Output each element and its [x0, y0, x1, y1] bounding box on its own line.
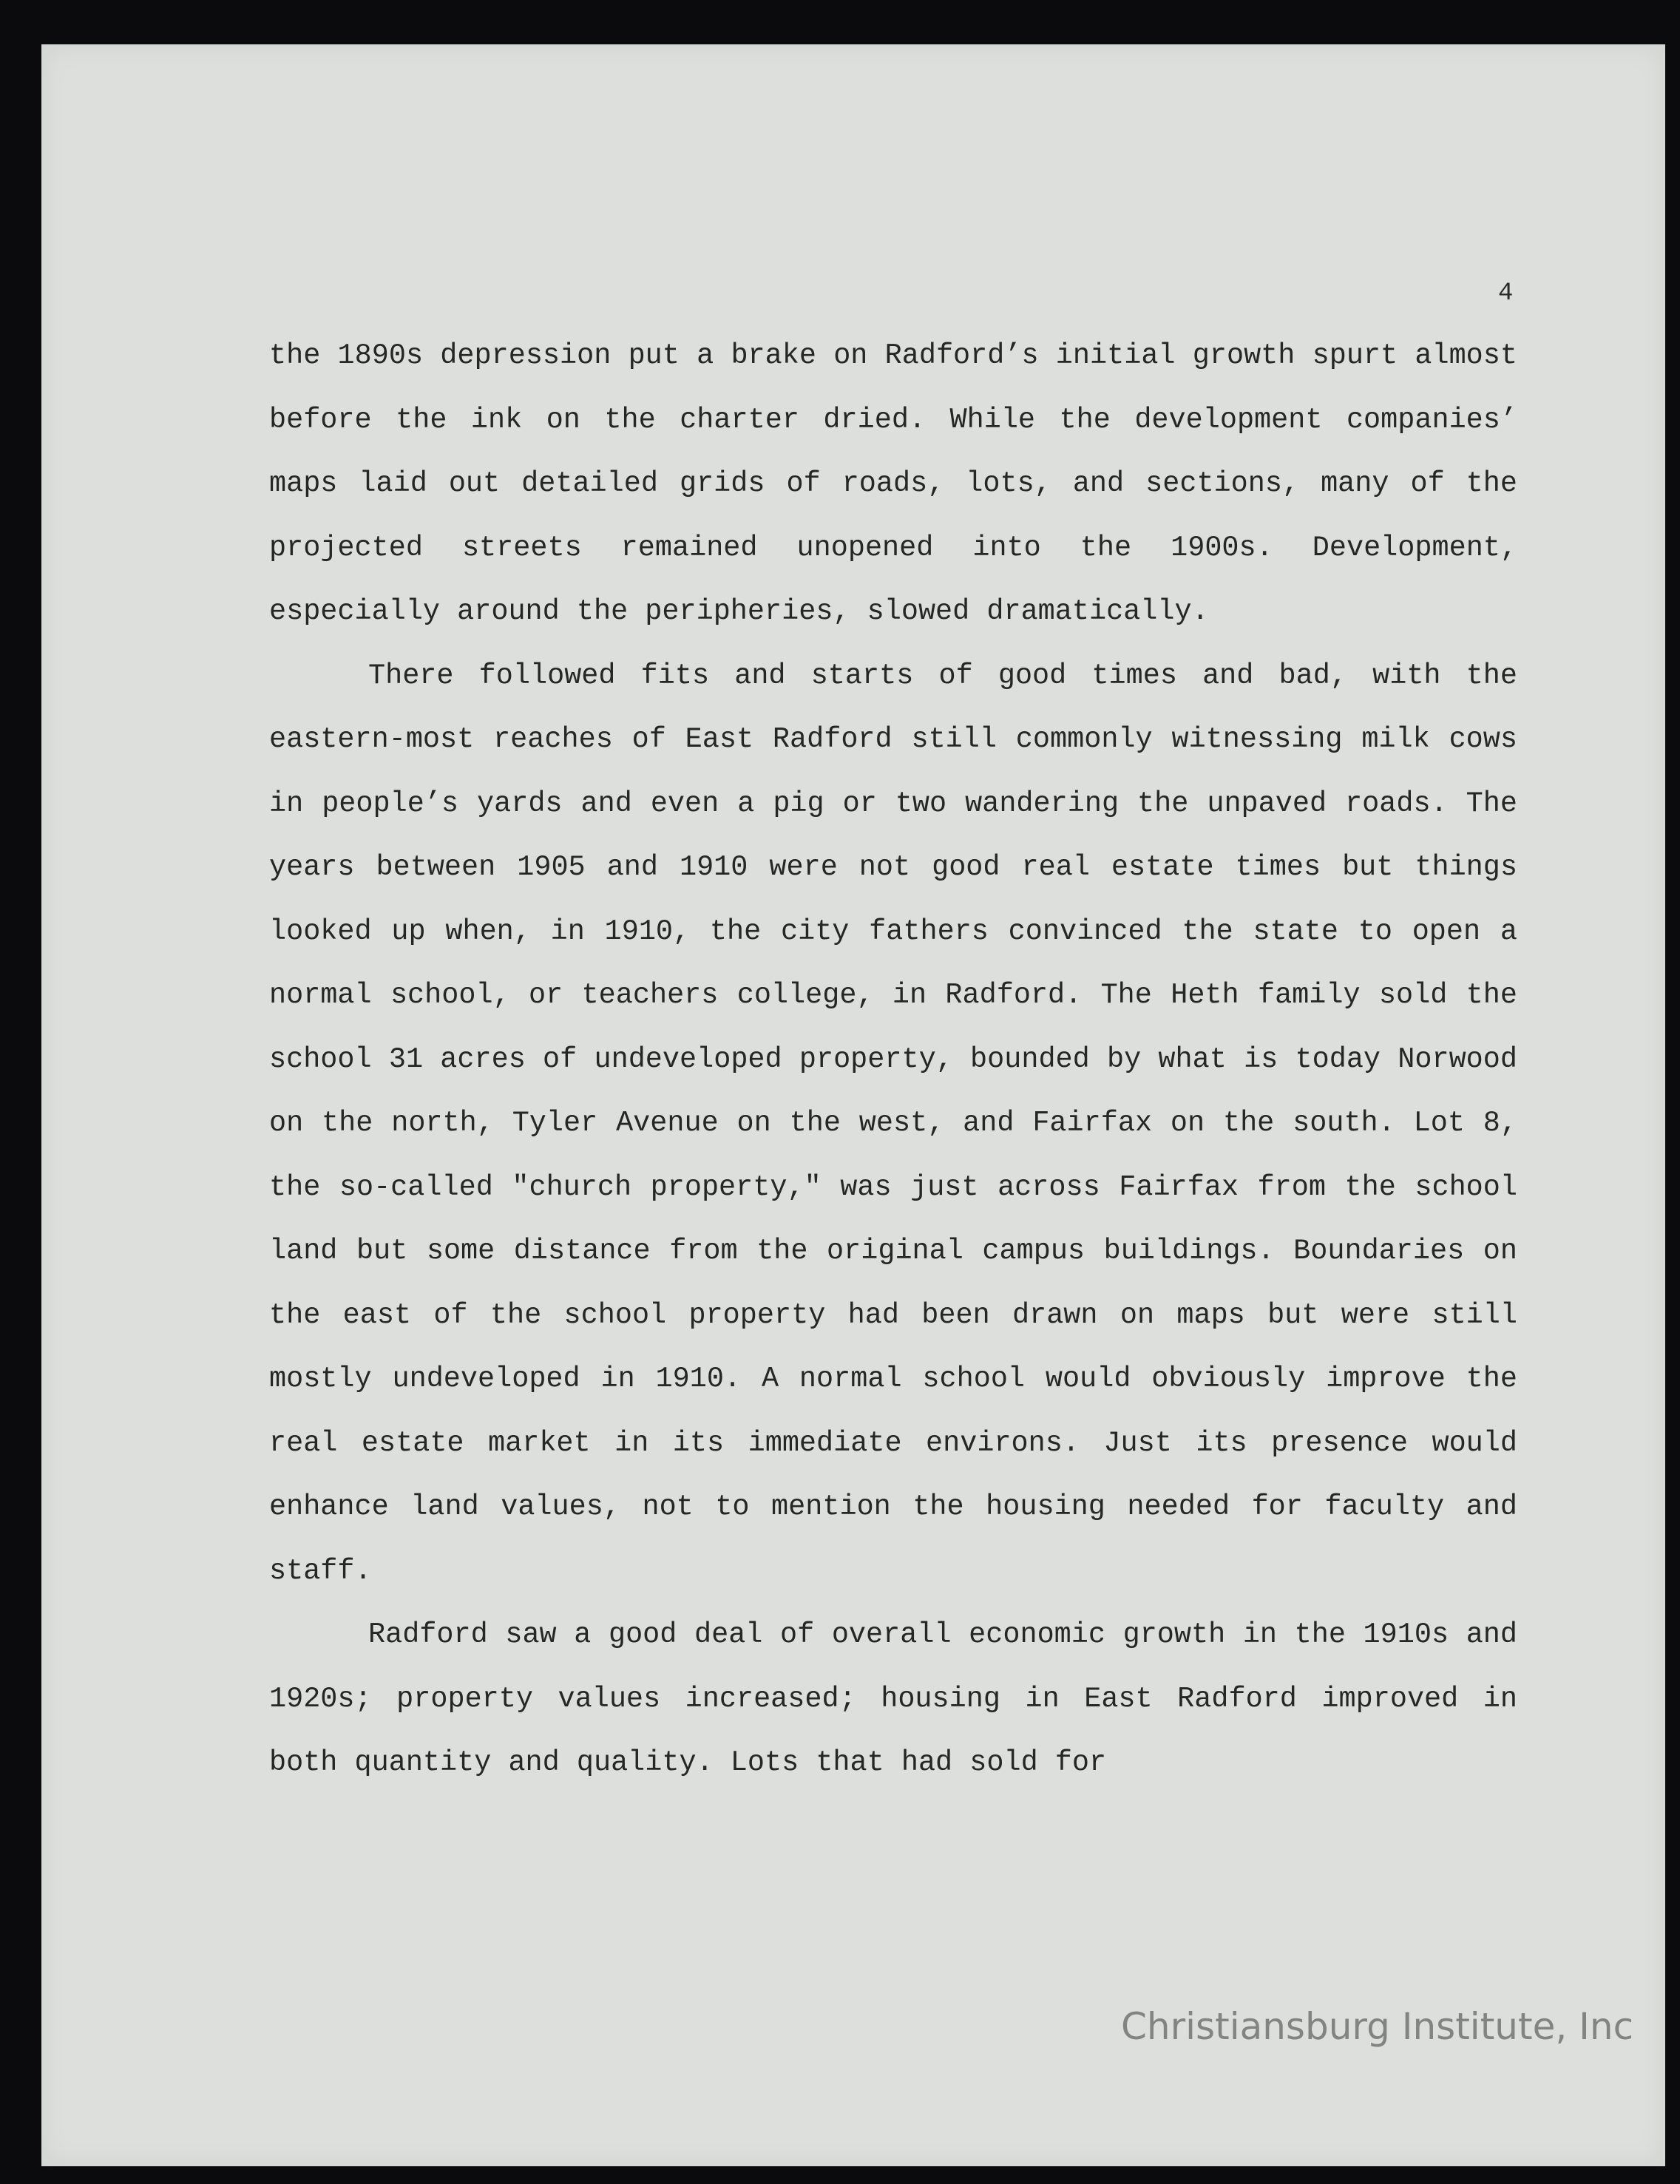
- watermark-text: Christiansburg Institute, Inc: [1121, 2005, 1634, 2048]
- paragraph-2: There followed fits and starts of good times and bad, with the eastern-most reaches of East Radford still commonly witnessing milk cows in people’s yards and even a pig or two wandering the unpaved roads. The years between 1905 and 1910 were not good real estate times but things looked up when, in 1910, the city fathers convinced the state to open a normal school, or teachers college, in Radford. The Heth family sold the school 31 acres of undeveloped property, bounded by what is today Norwood on the north, Tyler Avenue on the west, and Fairfax on the south. Lot 8, the so-called "church property," was just across Fairfax from the school land but some distance from the original campus buildings. Boundaries on the east of the school property had been drawn on maps but were still mostly undeveloped in 1910. A normal school would obviously improve the real estate market in its immediate environs. Just its presence would enhance land values, not to mention the housing needed for faculty and staff.: [269, 659, 1517, 1587]
- paragraph-1: the 1890s depression put a brake on Radford’s initial growth spurt almost before the ink on the charter dried. While the development companies’ maps laid out detailed grids of roads, lots, and sections, many of the projected streets remained unopened into the 1900s. Development, especially around the peripheries, slowed dramatically.: [269, 339, 1517, 628]
- page-number: 4: [1498, 279, 1514, 308]
- document-page: [41, 44, 1665, 2166]
- paragraph-3: Radford saw a good deal of overall economic growth in the 1910s and 1920s; property values increased; housing in East Radford improved in both quantity and quality. Lots that had sold for: [269, 1618, 1517, 1779]
- body-text: [269, 324, 1517, 1795]
